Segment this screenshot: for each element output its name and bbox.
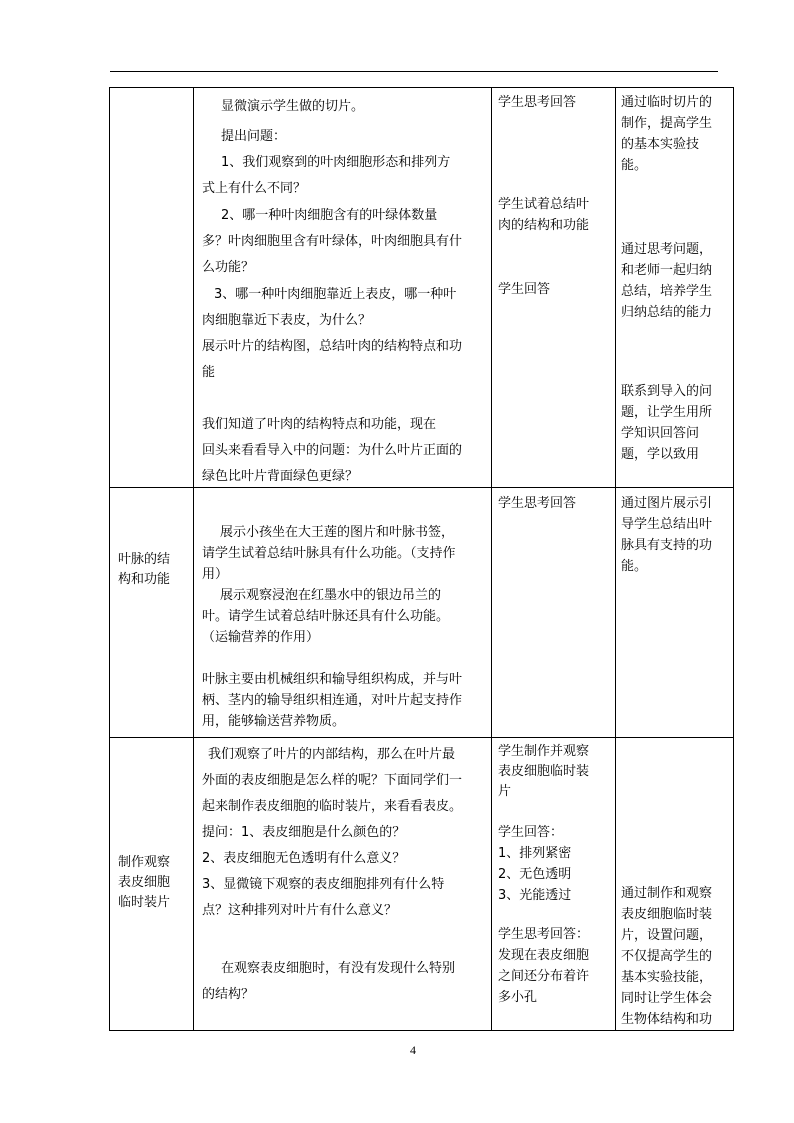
content-cell [194,738,492,1031]
content-line: 在观察表皮细胞时，有没有发现什么特别 [221,961,456,976]
content-line: 我们观察了叶片的内部结构，那么在叶片最 [208,747,456,762]
student-line: 肉的结构和功能 [498,218,590,233]
intent-line: 脉具有支持的功 [621,538,713,553]
content-line: 我们知道了叶肉的结构特点和功能，现在 [202,417,437,432]
category-line: 制作观察 [118,855,171,870]
content-line: 叶。请学生试着总结叶脉还具有什么功能。 [202,609,450,624]
student-line: 学生试着总结叶 [498,197,590,212]
content-line: 展示小孩坐在大王莲的图片和叶脉书签， [220,525,455,540]
category-cell [110,738,194,1031]
category-line: 临时装片 [118,895,171,910]
lesson-table [109,87,734,1031]
content-cell [194,88,492,488]
intent-line: 基本实验技能， [621,970,713,985]
content-line: 用） [202,567,229,582]
student-line: 1、排列紧密 [498,846,572,861]
intent-line: 能。 [621,158,648,173]
page-number: 4 [410,1043,416,1057]
design-intent-cell [616,488,734,738]
student-line: 表皮细胞临时装 [498,764,590,779]
content-line: 1、我们观察到的叶肉细胞形态和排列方 [221,155,451,170]
content-line: 式上有什么不同？ [202,181,307,196]
student-line: 学生回答： [498,825,564,840]
intent-line: 不仅提高学生的 [621,949,713,964]
content-line: 2、表皮细胞无色透明有什么意义？ [202,851,406,866]
intent-line: 通过临时切片的 [621,95,713,110]
student-activity-cell [492,738,616,1031]
student-line: 2、无色透明 [498,867,572,882]
design-intent-cell [616,88,734,488]
intent-line: 通过思考问题， [621,242,713,257]
category-line: 构和功能 [118,572,171,587]
student-line: 多小孔 [498,990,538,1005]
content-line: 绿色比叶片背面绿色更绿？ [202,469,359,484]
intent-line: 总结，培养学生 [621,284,713,299]
content-line: 显微演示学生做的切片。 [221,99,365,114]
content-line: 柄、茎内的输导组织相连通，对叶片起支持作 [202,693,463,708]
intent-line: 导学生总结出叶 [621,517,713,532]
student-line: 学生思考回答 [498,95,577,110]
content-line: 点？这种排列对叶片有什么意义？ [202,903,398,918]
intent-line: 同时让学生体会 [621,991,713,1006]
content-line: （运输营养的作用） [202,630,320,645]
content-line: 能 [202,365,216,380]
student-line: 3、光能透过 [498,888,572,903]
content-line: 外面的表皮细胞是怎么样的呢？下面同学们一 [202,773,463,788]
student-line: 学生思考回答： [498,927,590,942]
intent-line: 生物体结构和功 [621,1012,713,1027]
content-line: 展示观察浸泡在红墨水中的银边吊兰的 [220,588,442,603]
design-intent-cell [616,738,734,1031]
table-row [110,738,734,1031]
content-line: 肉细胞靠近下表皮，为什么？ [202,313,372,328]
intent-line: 学知识回答问 [621,426,700,441]
content-line: 叶脉主要由机械组织和输导组织构成，并与叶 [202,672,463,687]
content-line: 请学生试着总结叶脉具有什么功能。（支持作 [202,546,456,561]
content-line: 提出问题： [221,129,287,144]
content-line: 提问：1、表皮细胞是什么颜色的？ [202,825,406,840]
intent-line: 制作，提高学生 [621,116,713,131]
intent-line: 归纳总结的能力 [621,305,713,320]
student-line: 学生制作并观察 [498,744,590,759]
intent-line: 能。 [621,559,648,574]
intent-line: 通过制作和观察 [621,886,713,901]
table-row [110,88,734,488]
intent-line: 题，学以致用 [621,447,700,462]
student-line: 学生回答 [498,282,551,297]
student-line: 学生思考回答 [498,496,577,511]
student-line: 片 [498,784,512,799]
student-activity-cell [492,88,616,488]
category-cell [110,88,194,488]
header-rule [110,71,718,72]
content-line: 的结构？ [202,987,255,1002]
content-line: 3、哪一种叶肉细胞靠近上表皮，哪一种叶 [214,287,457,302]
content-line: 2、哪一种叶肉细胞含有的叶绿体数量 [221,208,438,223]
content-line: 回头来看看导入中的问题：为什么叶片正面的 [202,443,463,458]
table-row [110,488,734,738]
intent-line: 片，设置问题， [621,928,713,943]
intent-line: 的基本实验技 [621,137,700,152]
intent-line: 和老师一起归纳 [621,263,713,278]
category-line: 叶脉的结 [118,552,171,567]
intent-line: 表皮细胞临时装 [621,907,713,922]
content-line: 用，能够输送营养物质。 [202,714,346,729]
student-line: 之间还分布着许 [498,969,590,984]
content-line: 3、显微镜下观察的表皮细胞排列有什么特 [202,877,445,892]
student-activity-cell [492,488,616,738]
category-cell [110,488,194,738]
content-line: 起来制作表皮细胞的临时装片，来看看表皮。 [202,799,463,814]
content-cell [194,488,492,738]
intent-line: 通过图片展示引 [621,496,713,511]
content-line: 多？叶肉细胞里含有叶绿体，叶肉细胞具有什 [202,234,463,249]
category-line: 表皮细胞 [118,875,171,890]
intent-line: 题，让学生用所 [621,405,713,420]
intent-line: 联系到导入的问 [621,384,713,399]
content-line: 展示叶片的结构图，总结叶肉的结构特点和功 [202,339,463,354]
content-line: 么功能？ [202,260,255,275]
student-line: 发现在表皮细胞 [498,948,590,963]
